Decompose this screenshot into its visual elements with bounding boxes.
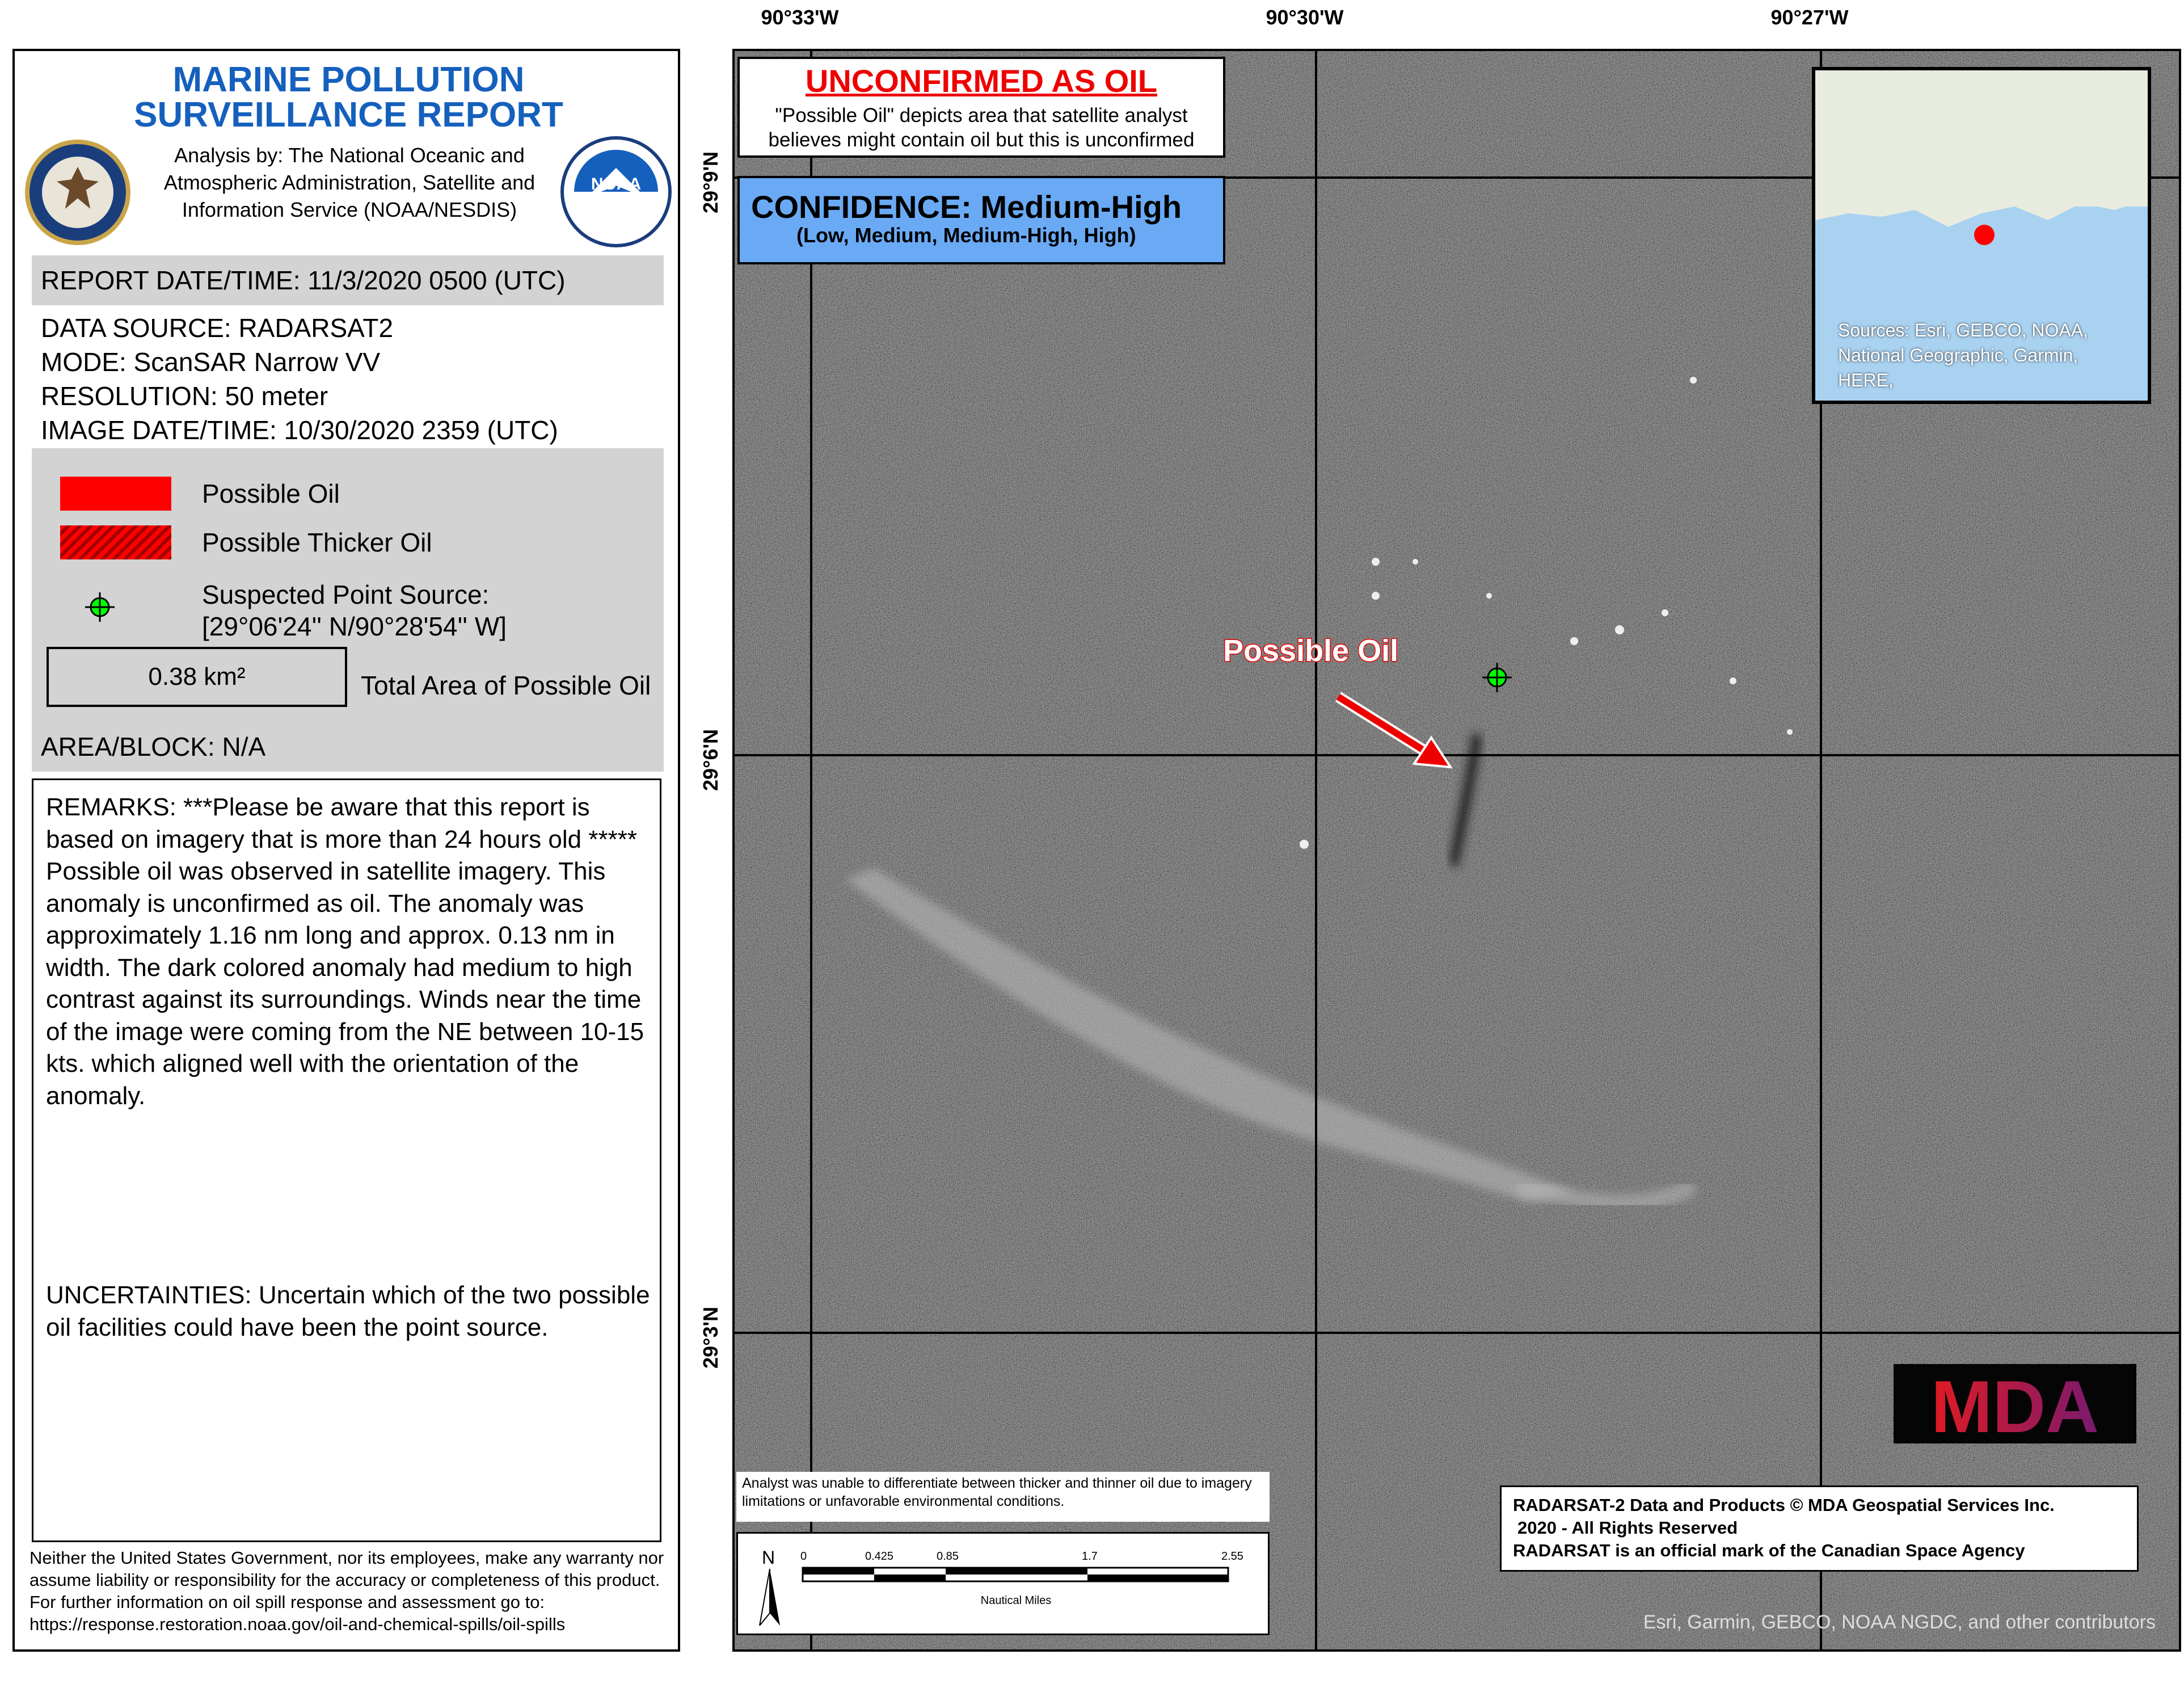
possible-oil-label: Possible Oil bbox=[1223, 634, 1399, 668]
report-title bbox=[15, 62, 682, 133]
analyst-note: Analyst was unable to differentiate between thicker and thinner oil due to imagery limitations or unfavorable environmental conditions. bbox=[736, 1472, 1270, 1522]
report-panel bbox=[12, 49, 680, 1652]
grid-lat-2 bbox=[735, 754, 2179, 756]
lon-label-2: 90°30'W bbox=[1266, 6, 1344, 29]
total-area-value: 0.38 km² bbox=[47, 647, 347, 707]
analysis-by-text: Analysis by: The National Oceanic and Atmospheric Administration, Satellite and Information Service (NOAA/NESDIS) bbox=[163, 144, 536, 221]
scale-bar bbox=[736, 1532, 1270, 1635]
disclaimer-info: For further information on oil spill response and assessment go to: bbox=[29, 1592, 545, 1612]
scale-tick-3: 1.7 bbox=[1082, 1551, 1098, 1563]
legend bbox=[32, 448, 664, 766]
total-area-label: Total Area of Possible Oil bbox=[361, 671, 651, 700]
confidence-scale: (Low, Medium, Medium-High, High) bbox=[796, 224, 1136, 247]
data-source: DATA SOURCE: RADARSAT2 bbox=[41, 313, 394, 343]
unconfirmed-text: "Possible Oil" depicts area that satellite analyst believes might contain oil but this is unconfirmed bbox=[768, 104, 1195, 151]
lat-label-3: 29°3'N bbox=[699, 1306, 722, 1369]
noaa-logo-text: NOAA bbox=[591, 175, 642, 193]
scale-tick-4: 2.55 bbox=[1221, 1551, 1243, 1563]
mda-logo-text: MDA bbox=[1930, 1365, 2099, 1443]
remarks-text: REMARKS: ***Please be aware that this report is based on imagery that is more than 24 hours old ***** Possible oil was observed in satellite imagery. This anomaly is unconfirmed as oil. The anomaly was approximately 1.16 nm long and approx. 0.13 nm in width. The dark colored anomaly had medium to high contrast against its surroundings. Winds near the time of the image were coming from the NE between 10-15 kts. which aligned well with the orientation of the anomaly. bbox=[46, 793, 644, 1110]
scale-unit: Nautical Miles bbox=[980, 1594, 1052, 1607]
possible-thicker-oil-swatch bbox=[60, 525, 171, 559]
confidence-box bbox=[737, 176, 1225, 264]
locator-inset-map[interactable] bbox=[1812, 67, 2151, 404]
report-title-line2: SURVEILLANCE REPORT bbox=[134, 95, 563, 134]
lon-label-1: 90°33'W bbox=[761, 6, 839, 29]
report-title-line1: MARINE POLLUTION bbox=[172, 60, 525, 99]
legend-point-source-coords: [29°06'24'' N/90°28'54'' W] bbox=[202, 612, 507, 641]
unconfirmed-notice bbox=[737, 57, 1225, 158]
crosshair-icon bbox=[84, 591, 116, 623]
north-arrow-icon bbox=[757, 1569, 782, 1626]
grid-lat-3 bbox=[735, 1332, 2179, 1334]
legend-possible-oil: Possible Oil bbox=[202, 479, 340, 508]
inset-sources: Sources: Esri, GEBCO, NOAA, National Geographic, Garmin, HERE, bbox=[1838, 320, 2088, 390]
copyright-line3: RADARSAT is an official mark of the Canadian Space Agency bbox=[1513, 1540, 2025, 1560]
legend-possible-thicker-oil: Possible Thicker Oil bbox=[202, 528, 432, 557]
area-block: AREA/BLOCK: N/A bbox=[32, 722, 664, 772]
possible-oil-swatch bbox=[60, 477, 171, 511]
department-of-commerce-seal-icon bbox=[25, 140, 130, 245]
scale-tick-1: 0.425 bbox=[865, 1551, 894, 1563]
lat-label-1: 29°9'N bbox=[699, 151, 722, 213]
north-label: N bbox=[762, 1547, 775, 1568]
image-datetime: IMAGE DATE/TIME: 10/30/2020 2359 (UTC) bbox=[41, 415, 558, 445]
basemap-attribution: Esri, Garmin, GEBCO, NOAA NGDC, and other contributors bbox=[1643, 1611, 2156, 1633]
copyright-box bbox=[1500, 1485, 2139, 1572]
grid-lon-2 bbox=[1315, 51, 1317, 1649]
disclaimer-text: Neither the United States Government, nor its employees, make any warranty nor assume liability or responsibility for the accuracy or completeness of this product. bbox=[29, 1548, 664, 1590]
scale-tick-0: 0 bbox=[800, 1551, 807, 1563]
lon-label-3: 90°27'W bbox=[1770, 6, 1849, 29]
scale-tick-2: 0.85 bbox=[937, 1551, 959, 1563]
disclaimer bbox=[29, 1547, 671, 1635]
confidence-title: CONFIDENCE: Medium-High bbox=[751, 189, 1182, 225]
copyright-line1: RADARSAT-2 Data and Products © MDA Geospatial Services Inc. bbox=[1513, 1495, 2055, 1515]
resolution: RESOLUTION: 50 meter bbox=[41, 381, 328, 411]
legend-point-source: Suspected Point Source: bbox=[202, 580, 490, 609]
mode: MODE: ScanSAR Narrow VV bbox=[41, 347, 381, 377]
scale-bar-graphic bbox=[800, 1551, 1266, 1630]
uncertainties-text: UNCERTAINTIES: Uncertain which of the two possible oil facilities could have been the point source. bbox=[46, 1281, 650, 1341]
remarks-box bbox=[32, 778, 661, 1542]
copyright-line2: 2020 - All Rights Reserved bbox=[1517, 1518, 1738, 1538]
lat-label-2: 29°6'N bbox=[699, 729, 722, 791]
unconfirmed-title: UNCONFIRMED AS OIL bbox=[805, 63, 1158, 99]
mda-logo-icon bbox=[1894, 1364, 2136, 1443]
location-marker-icon bbox=[1974, 225, 1995, 245]
info-link[interactable]: https://response.restoration.noaa.gov/oil-and-chemical-spills/oil-spills bbox=[29, 1614, 566, 1634]
report-datetime: REPORT DATE/TIME: 11/3/2020 0500 (UTC) bbox=[32, 255, 664, 305]
noaa-logo-icon bbox=[560, 136, 672, 247]
grid-lon-1 bbox=[810, 51, 812, 1649]
